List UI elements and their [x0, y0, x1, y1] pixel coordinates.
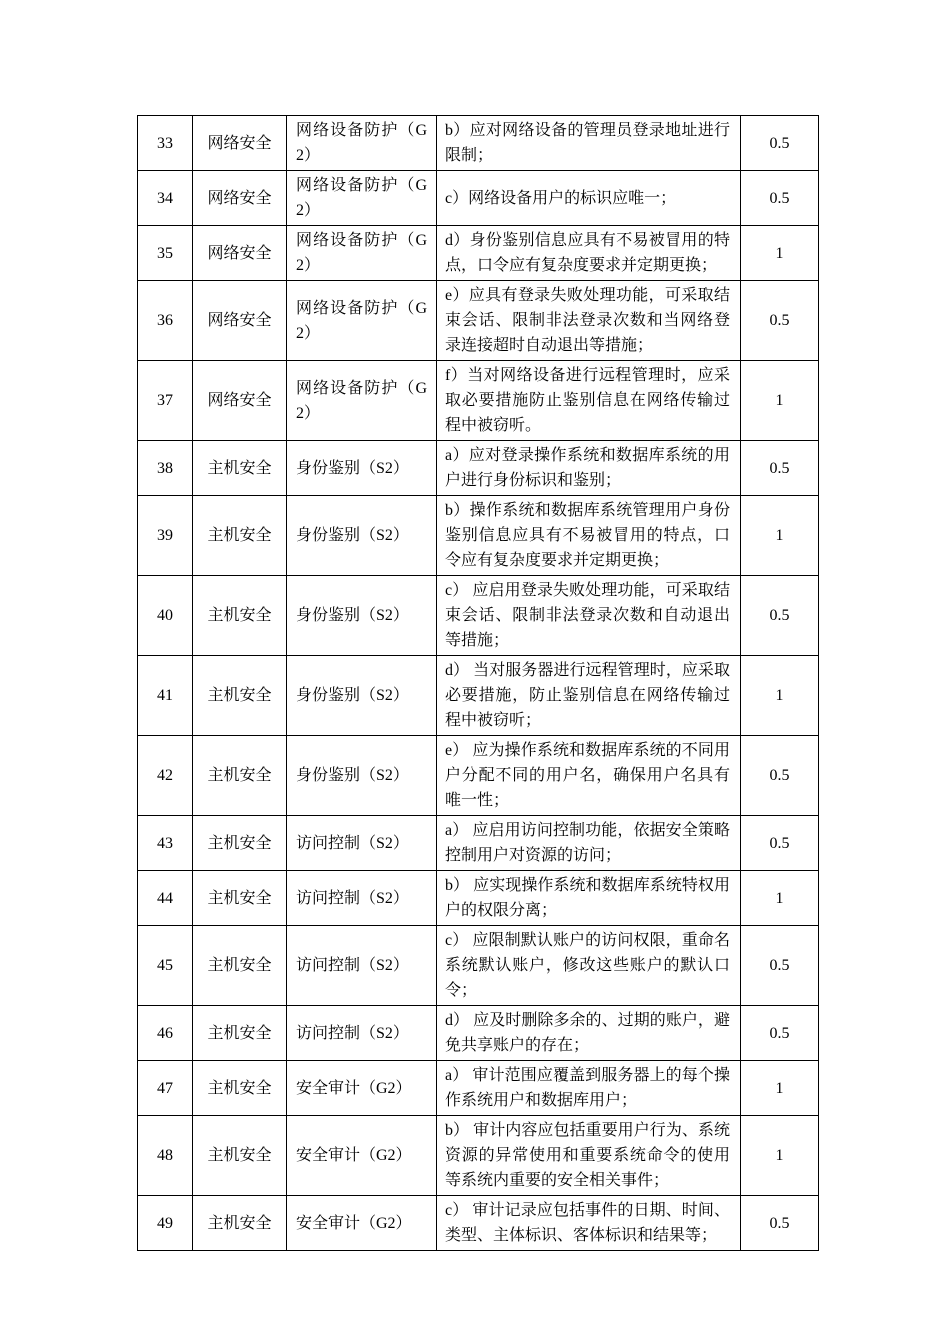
score-cell: 0.5 — [741, 816, 819, 871]
row-number-cell: 43 — [138, 816, 193, 871]
score-cell: 0.5 — [741, 1196, 819, 1251]
score-cell: 0.5 — [741, 116, 819, 171]
score-cell: 0.5 — [741, 926, 819, 1006]
table-row — [138, 1006, 819, 1061]
table-row — [138, 361, 819, 441]
table-row — [138, 226, 819, 281]
subcategory-cell: 网络设备防护（G2） — [287, 281, 437, 361]
table-row — [138, 116, 819, 171]
requirement-cell: e）应具有登录失败处理功能，可采取结束会话、限制非法登录次数和当网络登录连接超时自动退出等措施； — [437, 281, 741, 361]
table-row — [138, 736, 819, 816]
requirement-cell: c） 应启用登录失败处理功能，可采取结束会话、限制非法登录次数和自动退出等措施； — [437, 576, 741, 656]
score-cell: 0.5 — [741, 281, 819, 361]
requirement-cell: a） 应启用访问控制功能，依据安全策略控制用户对资源的访问； — [437, 816, 741, 871]
score-cell: 0.5 — [741, 736, 819, 816]
row-number-cell: 48 — [138, 1116, 193, 1196]
requirement-cell: c）网络设备用户的标识应唯一； — [437, 171, 741, 226]
requirement-cell: b） 应实现操作系统和数据库系统特权用户的权限分离； — [437, 871, 741, 926]
score-cell: 1 — [741, 496, 819, 576]
table-row — [138, 816, 819, 871]
category-cell: 主机安全 — [193, 926, 287, 1006]
requirement-cell: e） 应为操作系统和数据库系统的不同用户分配不同的用户名，确保用户名具有唯一性； — [437, 736, 741, 816]
table-row — [138, 281, 819, 361]
subcategory-cell: 访问控制（S2） — [287, 871, 437, 926]
category-cell: 网络安全 — [193, 361, 287, 441]
row-number-cell: 34 — [138, 171, 193, 226]
table-row — [138, 171, 819, 226]
category-cell: 主机安全 — [193, 441, 287, 496]
subcategory-cell: 身份鉴别（S2） — [287, 656, 437, 736]
row-number-cell: 45 — [138, 926, 193, 1006]
subcategory-cell: 网络设备防护（G2） — [287, 171, 437, 226]
category-cell: 主机安全 — [193, 1116, 287, 1196]
requirement-cell: a）应对登录操作系统和数据库系统的用户进行身份标识和鉴别； — [437, 441, 741, 496]
row-number-cell: 36 — [138, 281, 193, 361]
score-cell: 0.5 — [741, 171, 819, 226]
score-cell: 0.5 — [741, 576, 819, 656]
category-cell: 主机安全 — [193, 816, 287, 871]
row-number-cell: 42 — [138, 736, 193, 816]
score-cell: 1 — [741, 361, 819, 441]
table-row — [138, 1196, 819, 1251]
category-cell: 主机安全 — [193, 1061, 287, 1116]
subcategory-cell: 身份鉴别（S2） — [287, 576, 437, 656]
category-cell: 主机安全 — [193, 871, 287, 926]
subcategory-cell: 网络设备防护（G2） — [287, 116, 437, 171]
requirement-cell: b） 审计内容应包括重要用户行为、系统资源的异常使用和重要系统命令的使用等系统内重要的安全相关事件； — [437, 1116, 741, 1196]
row-number-cell: 46 — [138, 1006, 193, 1061]
score-cell: 1 — [741, 1116, 819, 1196]
score-cell: 0.5 — [741, 1006, 819, 1061]
table-row — [138, 926, 819, 1006]
table-row — [138, 656, 819, 736]
subcategory-cell: 网络设备防护（G2） — [287, 361, 437, 441]
requirement-cell: a） 审计范围应覆盖到服务器上的每个操作系统用户和数据库用户； — [437, 1061, 741, 1116]
row-number-cell: 49 — [138, 1196, 193, 1251]
table-row — [138, 871, 819, 926]
subcategory-cell: 访问控制（S2） — [287, 926, 437, 1006]
category-cell: 网络安全 — [193, 116, 287, 171]
row-number-cell: 39 — [138, 496, 193, 576]
subcategory-cell: 安全审计（G2） — [287, 1061, 437, 1116]
subcategory-cell: 身份鉴别（S2） — [287, 496, 437, 576]
category-cell: 网络安全 — [193, 226, 287, 281]
table-row — [138, 576, 819, 656]
requirement-cell: c） 审计记录应包括事件的日期、时间、类型、主体标识、客体标识和结果等； — [437, 1196, 741, 1251]
row-number-cell: 41 — [138, 656, 193, 736]
category-cell: 网络安全 — [193, 281, 287, 361]
requirement-cell: d） 应及时删除多余的、过期的账户，避免共享账户的存在； — [437, 1006, 741, 1061]
subcategory-cell: 访问控制（S2） — [287, 816, 437, 871]
category-cell: 主机安全 — [193, 576, 287, 656]
table-row — [138, 496, 819, 576]
requirement-cell: b）应对网络设备的管理员登录地址进行限制； — [437, 116, 741, 171]
subcategory-cell: 身份鉴别（S2） — [287, 441, 437, 496]
category-cell: 网络安全 — [193, 171, 287, 226]
compliance-table — [137, 115, 819, 1251]
requirement-cell: c） 应限制默认账户的访问权限，重命名系统默认账户，修改这些账户的默认口令； — [437, 926, 741, 1006]
row-number-cell: 37 — [138, 361, 193, 441]
row-number-cell: 33 — [138, 116, 193, 171]
score-cell: 1 — [741, 871, 819, 926]
row-number-cell: 38 — [138, 441, 193, 496]
category-cell: 主机安全 — [193, 1006, 287, 1061]
row-number-cell: 35 — [138, 226, 193, 281]
category-cell: 主机安全 — [193, 656, 287, 736]
subcategory-cell: 身份鉴别（S2） — [287, 736, 437, 816]
score-cell: 1 — [741, 226, 819, 281]
score-cell: 1 — [741, 656, 819, 736]
table-row — [138, 1061, 819, 1116]
requirement-cell: d）身份鉴别信息应具有不易被冒用的特点，口令应有复杂度要求并定期更换； — [437, 226, 741, 281]
subcategory-cell: 访问控制（S2） — [287, 1006, 437, 1061]
compliance-table-body — [138, 116, 819, 1251]
subcategory-cell: 安全审计（G2） — [287, 1116, 437, 1196]
category-cell: 主机安全 — [193, 496, 287, 576]
subcategory-cell: 安全审计（G2） — [287, 1196, 437, 1251]
subcategory-cell: 网络设备防护（G2） — [287, 226, 437, 281]
requirement-cell: d） 当对服务器进行远程管理时，应采取必要措施，防止鉴别信息在网络传输过程中被窃听； — [437, 656, 741, 736]
row-number-cell: 40 — [138, 576, 193, 656]
table-row — [138, 1116, 819, 1196]
category-cell: 主机安全 — [193, 736, 287, 816]
row-number-cell: 47 — [138, 1061, 193, 1116]
score-cell: 0.5 — [741, 441, 819, 496]
row-number-cell: 44 — [138, 871, 193, 926]
score-cell: 1 — [741, 1061, 819, 1116]
requirement-cell: b）操作系统和数据库系统管理用户身份鉴别信息应具有不易被冒用的特点，口令应有复杂度要求并定期更换； — [437, 496, 741, 576]
requirement-cell: f）当对网络设备进行远程管理时，应采取必要措施防止鉴别信息在网络传输过程中被窃听。 — [437, 361, 741, 441]
table-row — [138, 441, 819, 496]
category-cell: 主机安全 — [193, 1196, 287, 1251]
